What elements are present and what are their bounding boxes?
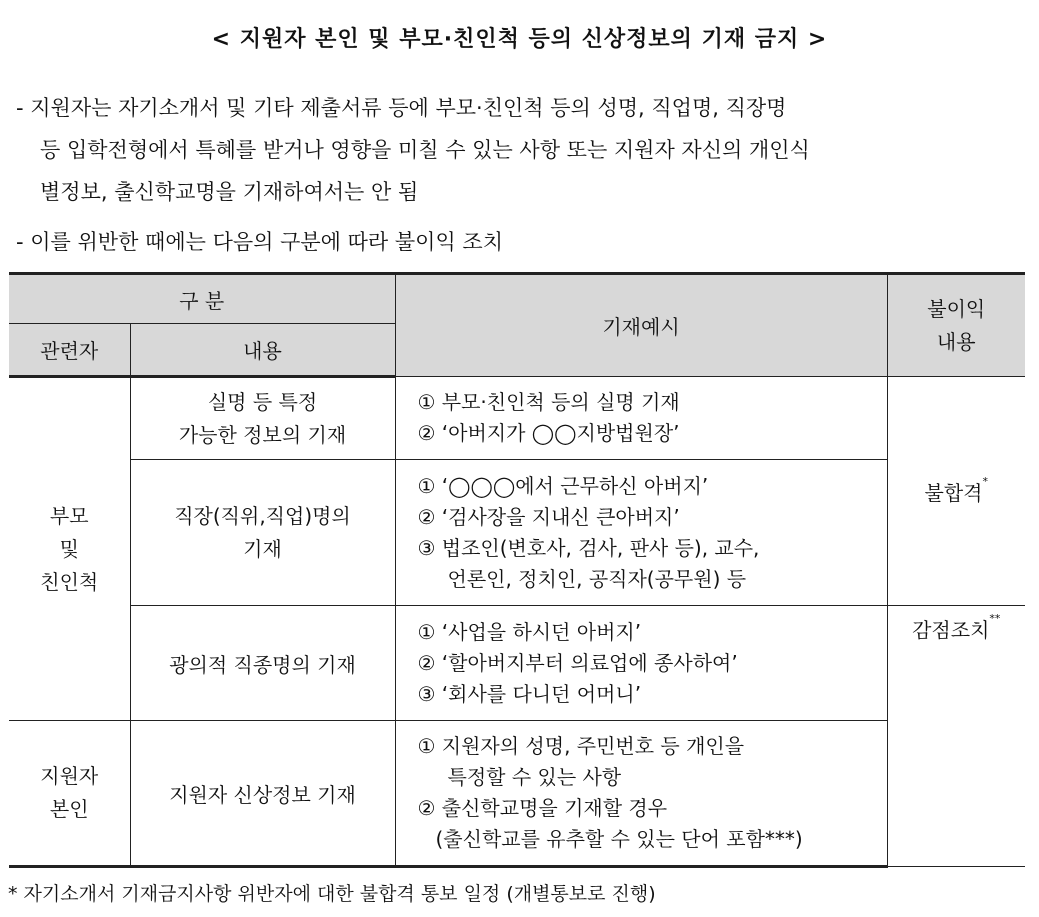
bullet-penalty-statement: - 이를 위반한 때에는 다음의 구분에 따라 불이익 조치 — [16, 230, 503, 254]
related-line: 지원자 — [40, 764, 99, 788]
footnote: * 자기소개서 기재금지사항 위반자에 대한 불합격 통보 일정 (개별통보로 진행) — [8, 883, 656, 905]
example-line: ② ‘아버지가 ◯◯지방법원장’ — [417, 421, 680, 445]
example-line: (출신학교를 유추할 수 있는 단어 포함***) — [435, 827, 803, 851]
content-cell: 지원자 신상정보 기재 — [130, 721, 395, 867]
header-example: 기재예시 — [395, 274, 887, 377]
example-cell — [395, 606, 887, 721]
related-self — [9, 721, 130, 867]
example-line: 언론인, 정치인, 공직자(공무원) 등 — [447, 566, 747, 591]
content-line: 가능한 정보의 기재 — [178, 422, 347, 447]
header-related: 관련자 — [9, 324, 130, 377]
table-row — [9, 606, 1025, 721]
penalty-table — [9, 272, 1025, 868]
content-line: 실명 등 특정 — [207, 389, 318, 414]
example-line: ② ‘검사장을 지내신 큰아버지’ — [417, 504, 680, 529]
example-line: ① ‘◯◯◯에서 근무하신 아버지’ — [417, 473, 709, 498]
page-title: < 지원자 본인 및 부모·친인척 등의 신상정보의 기재 금지 > — [211, 27, 828, 52]
header-penalty-line: 불이익 — [927, 296, 986, 321]
bullet-line: - 지원자는 자기소개서 및 기타 제출서류 등에 부모·친인척 등의 성명, 직업명, 직장명 — [16, 96, 787, 120]
content-cell — [130, 460, 395, 606]
example-line: ① ‘사업을 하시던 아버지’ — [417, 619, 642, 644]
footnote-mark: * — [982, 474, 988, 488]
example-line: 특정할 수 있는 사항 — [447, 765, 622, 789]
content-line: 직장(직위,직업)명의 — [174, 503, 351, 528]
penalty-deduct-cell — [887, 606, 1025, 867]
example-line: ① 지원자의 성명, 주민번호 등 개인을 — [417, 734, 745, 758]
example-cell — [395, 377, 887, 460]
penalty-deduct: 감점조치 — [912, 618, 990, 642]
header-content: 내용 — [130, 324, 395, 377]
content-line: 기재 — [243, 536, 282, 561]
related-parents — [9, 377, 130, 721]
header-penalty — [887, 274, 1025, 377]
related-line: 친인척 — [40, 569, 99, 594]
table-row — [9, 721, 1025, 867]
content-cell — [130, 377, 395, 460]
header-gubun: 구 분 — [9, 274, 395, 324]
table-row — [9, 460, 1025, 606]
example-line: ② ‘할아버지부터 의료업에 종사하여’ — [417, 650, 738, 675]
content-cell: 광의적 직종명의 기재 — [130, 606, 395, 721]
example-line: ① 부모·친인척 등의 실명 기재 — [417, 390, 680, 414]
header-penalty-line: 내용 — [936, 329, 976, 354]
example-cell — [395, 721, 887, 867]
bullet-line: 별정보, 출신학교명을 기재하여서는 안 됨 — [40, 180, 419, 204]
related-line: 및 — [59, 536, 79, 561]
bullet-rule-statement — [16, 87, 1026, 213]
penalty-fail: 불합격 — [924, 480, 983, 505]
table-row — [9, 377, 1025, 460]
footnote-mark: ** — [989, 612, 1001, 625]
related-line: 부모 — [49, 503, 89, 528]
penalty-fail-cell — [887, 377, 1025, 606]
example-line: ② 출신학교명을 기재할 경우 — [417, 796, 668, 820]
example-line: ③ ‘회사를 다니던 어머니’ — [417, 681, 642, 706]
bullet-line: 등 입학전형에서 특혜를 받거나 영향을 미칠 수 있는 사항 또는 지원자 자신의 개인식 — [40, 138, 810, 162]
related-line: 본인 — [49, 797, 89, 821]
example-cell — [395, 460, 887, 606]
example-line: ③ 법조인(변호사, 검사, 판사 등), 교수, — [417, 535, 760, 560]
